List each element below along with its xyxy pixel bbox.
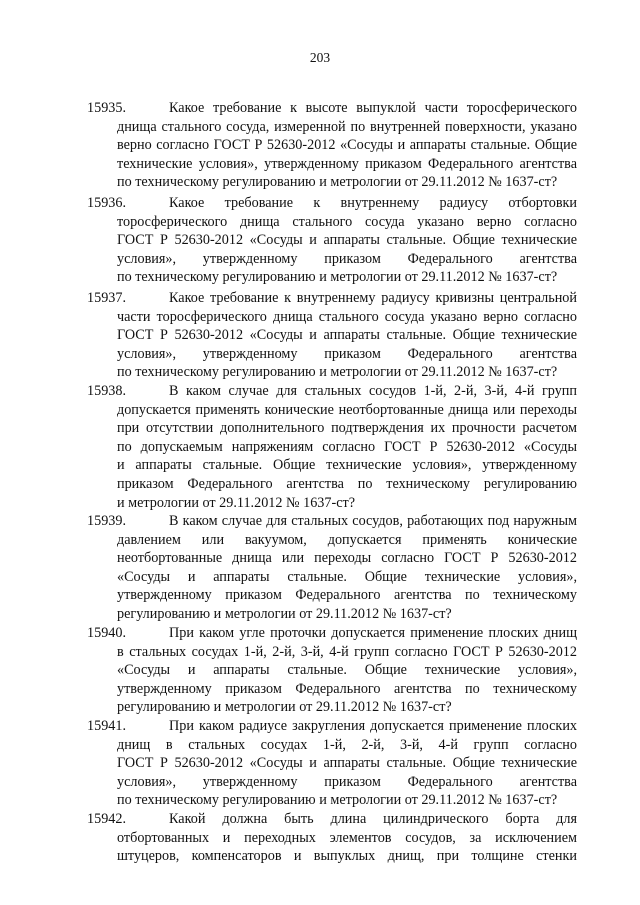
question-line: верно согласно ГОСТ Р 52630-2012 «Сосуды и аппараты стальные. Общие [117,137,577,154]
question-line: по техническому регулированию и метрологии от 29.11.2012 № 1637-ст? [117,364,558,381]
question-number: 15941. [87,718,127,734]
question-line: утвержденному приказом Федерального агентства по техническому [117,680,577,697]
question-line: При каком радиусе закругления допускается применение плоских [169,718,577,734]
question-line: приказом Федерального агентства по техническому регулированию [117,475,577,492]
question-line: ГОСТ Р 52630-2012 «Сосуды и аппараты стальные. Общие технические [117,232,577,249]
question-line: регулированию и метрологии от 29.11.2012 № 1637-ст? [117,605,452,622]
question-line: утвержденному приказом Федерального агентства по техническому [117,587,577,604]
question-15941 [87,717,577,810]
question-line: условия», утвержденному приказом Федерального агентства [117,773,577,790]
question-line: ГОСТ Р 52630-2012 «Сосуды и аппараты стальные. Общие технические [117,327,577,344]
question-number: 15939. [87,513,127,529]
question-line: по техническому регулированию и метрологии от 29.11.2012 № 1637-ст? [117,174,558,191]
question-line: «Сосуды и аппараты стальные. Общие технические условия», [117,568,577,585]
question-line: торосферического днища стального сосуда указано верно согласно [117,213,577,230]
question-line: технические условия», утвержденному приказом Федерального агентства [117,155,577,172]
question-line: В каком случае для стальных сосудов 1-й, 2-й, 3-й, 4-й групп [169,383,577,399]
question-line: неотбортованные днища или переходы согласно ГОСТ Р 52630-2012 [117,550,577,567]
question-line: условия», утвержденному приказом Федерального агентства [117,345,577,362]
question-15935 [87,99,577,192]
question-15937 [87,289,577,382]
question-line: и аппараты стальные. Общие технические условия», утвержденному [117,457,577,474]
question-line: В каком случае для стальных сосудов, работающих под наружным [169,513,577,529]
question-line: Какое требование к высоте выпуклой части торосферического [169,100,577,116]
question-line: Какой должна быть длина цилиндрического борта для [169,811,577,827]
question-number: 15935. [87,100,127,116]
question-line: отбортованных и переходных элементов сосудов, за исключением [117,829,577,846]
question-line: При каком угле проточки допускается применение плоских днищ [169,625,577,641]
question-line: Какое требование к внутреннему радиусу кривизны центральной [169,290,577,306]
question-15936 [87,194,577,287]
question-number: 15936. [87,195,127,211]
question-line: давлением или вакуумом, допускается применять конические [117,531,577,548]
question-line: «Сосуды и аппараты стальные. Общие технические условия», [117,662,577,679]
question-line: штуцеров, компенсаторов и выпуклых днищ, при толщине стенки [117,848,577,865]
question-number: 15942. [87,811,127,827]
question-line: и метрологии от 29.11.2012 № 1637-ст? [117,494,356,511]
question-line: части торосферического днища стального сосуда указано верно согласно [117,308,577,325]
question-line: по техническому регулированию и метрологии от 29.11.2012 № 1637-ст? [117,269,558,286]
page-number: 203 [309,50,331,65]
question-line: Какое требование к внутреннему радиусу отбортовки [169,195,577,211]
question-line: днища стального сосуда, измеренной по внутренней поверхности, указано [117,118,577,135]
question-line: при отсутствии дополнительного подтверждения их прочности расчетом [117,420,577,437]
question-15942 [87,810,577,866]
question-line: условия», утвержденному приказом Федерального агентства [117,250,577,267]
question-line: ГОСТ Р 52630-2012 «Сосуды и аппараты стальные. Общие технические [117,755,577,772]
question-15940 [87,624,577,717]
question-line: регулированию и метрологии от 29.11.2012 № 1637-ст? [117,699,452,716]
question-line: днищ в стальных сосудах 1-й, 2-й, 3-й, 4-й групп согласно [117,736,577,753]
question-15939 [87,512,577,624]
question-line: по техническому регулированию и метрологии от 29.11.2012 № 1637-ст? [117,792,558,809]
question-number: 15940. [87,625,127,641]
question-15938 [87,382,577,512]
question-number: 15937. [87,290,127,306]
question-line: в стальных сосудах 1-й, 2-й, 3-й, 4-й групп согласно ГОСТ Р 52630-2012 [117,643,577,660]
question-number: 15938. [87,383,127,399]
question-line: допускается применять конические неотбортованные днища или переходы [117,401,577,418]
question-line: по допускаемым напряжениям согласно ГОСТ Р 52630-2012 «Сосуды [117,438,577,455]
